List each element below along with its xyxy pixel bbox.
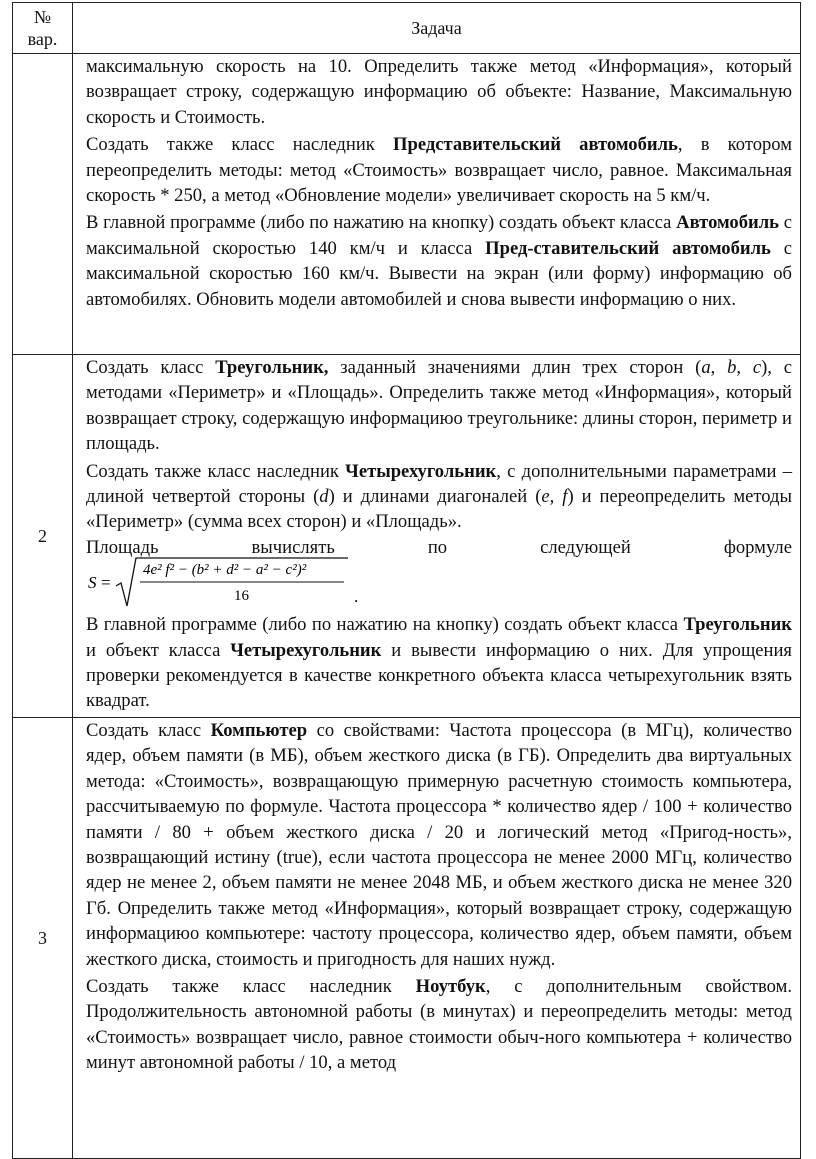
task-text: Создать также класс наследник: [86, 976, 416, 998]
formula-denominator: 16: [234, 588, 249, 605]
class-name: Треугольник: [683, 614, 792, 636]
task-text: с максимальной скоростью 140 км/ч и класса: [86, 212, 792, 259]
task-text: со свойствами: Частота процессора (в МГц), количество ядер, объем памяти (в МБ), объем жесткого диска (в ГБ). Определить два виртуальных метода: «Стоимость», возвращающую примерную расчетную стоимость компьютера, рассчитываемую по формуле. Частота процессора * количество ядер / 100 + количество памяти / 80 + объем жесткого диска / 20 и логический метод «Пригод-ность», возвращающий истину (true), если частота процессора не менее 2000 МГц, количество ядер не менее 2, объем памяти не менее 2048 МБ, и объем жесткого диска не менее 320 Гб. Определить также метод «Информация», который возвращает строку, содержащую информациюо компьютере: частоту процессора, количество ядер, объем памяти, объем жесткого диска, стоимость и пригодность для наших нужд.: [86, 720, 792, 970]
task-text: ) и переопределить методы «Периметр» (сумма всех сторон) и «Площадь».: [86, 486, 792, 533]
task-cell: [73, 355, 801, 718]
task-text: ,: [549, 486, 563, 508]
task-cell: [73, 54, 801, 355]
variant-number-cell: [13, 54, 73, 355]
task-text: и объект класса: [86, 639, 231, 661]
task-paragraph: [86, 612, 792, 714]
class-name: Ноутбук: [415, 976, 486, 998]
formula-numerator: 4e² f² − (b² + d² − a² − c²)²: [143, 562, 307, 579]
class-name: Компьютер: [210, 720, 308, 741]
table-row: [13, 718, 801, 1159]
variable: f: [562, 486, 568, 508]
formula-lhs: S: [88, 573, 97, 593]
variable: e: [541, 486, 550, 508]
variable: a: [701, 357, 711, 378]
variable: c: [752, 357, 762, 378]
header-var-label: вар.: [27, 29, 58, 49]
variants-table: [12, 2, 801, 1159]
class-name: Треугольник,: [215, 357, 329, 378]
variable: d: [319, 486, 329, 508]
task-paragraph: [86, 974, 792, 1076]
task-text: с максимальной скоростью 160 км/ч. Вывести на экран (или форму) информацию об автомобилях. Обновить модели автомобилей и снова вывести информацию о них.: [86, 237, 792, 310]
class-name: Четырехугольник: [230, 639, 382, 661]
task-paragraph: [86, 210, 792, 312]
class-name: Автомобиль: [676, 212, 779, 234]
task-text: максимальную скорость на 10. Определить также метод «Информация», который возвращает строку, содержащую информацию об объекте: Название, Максимальную скорость и Стоимость.: [86, 56, 792, 128]
task-paragraph: [86, 718, 792, 972]
variant-number-cell: [13, 718, 73, 1159]
header-task: [73, 3, 801, 54]
task-text: ), с методами «Периметр» и «Площадь». Определить также метод «Информация», который возвращает строку, содержащую информациюо треугольнике: длины сторон, периметр и площадь.: [86, 357, 793, 455]
task-text: Создать класс: [86, 720, 211, 741]
task-text: , с дополнительным свойством. Продолжительность автономной работы (в минутах) и переопределить методы: метод «Стоимость» возвращает число, равное стоимости обыч-ного компьютера + количество минут автономной работы / 10, а метод: [86, 976, 792, 1074]
task-text: формуле: [723, 536, 792, 558]
task-text: Создать также класс наследник: [86, 460, 346, 482]
task-text: ,: [736, 357, 753, 378]
task-text: Создать класс: [86, 357, 216, 378]
variant-number: 3: [38, 927, 47, 948]
task-text: , с дополнительными параметрами – длиной четвертой стороны (: [86, 460, 793, 508]
header-num-symbol: №: [33, 7, 52, 27]
variant-number-cell: [13, 355, 73, 718]
task-text: заданный значениями длин трех сторон (: [328, 357, 702, 378]
variant-number: 2: [38, 525, 47, 546]
formula-dot: .: [354, 587, 359, 607]
task-paragraph: [86, 355, 792, 457]
task-text: и вывести информацию о них. Для упрощения проверки рекомендуется в качестве конкретного объекта класса четырехугольник взять квадрат.: [86, 639, 792, 712]
task-text: вычислять: [251, 536, 335, 558]
task-text: В главной программе (либо по нажатию на кнопку) создать объект класса: [86, 212, 677, 234]
variable: b: [727, 357, 737, 378]
header-task-label: Задача: [411, 18, 462, 38]
task-text: , в котором переопределить методы: метод «Стоимость» возвращает число, равное. Максимальная скорость * 250, а метод «Обновление модели» увеличивает скорость на 5 км/ч.: [86, 134, 792, 207]
table-row: [13, 355, 801, 718]
task-text: В главной программе (либо по нажатию на кнопку) создать объект класса: [86, 614, 684, 636]
table-header-row: [13, 3, 801, 54]
table-row: [13, 54, 801, 355]
task-text: следующей: [540, 536, 631, 558]
formula-graphic: [86, 554, 386, 614]
class-name: Представительский автомобиль: [393, 134, 678, 156]
task-text: по: [427, 536, 448, 558]
task-paragraph: [86, 459, 792, 535]
task-text: ) и длинами диагоналей (: [328, 486, 542, 508]
formula-equals: =: [101, 573, 111, 593]
task-paragraph: [86, 132, 792, 208]
area-formula: [86, 560, 792, 612]
task-text: Площадь: [86, 536, 159, 558]
task-cell: [73, 718, 801, 1159]
header-variant-number: [13, 3, 73, 54]
task-text: Создать также класс наследник: [86, 134, 394, 156]
task-text: ,: [710, 357, 728, 378]
class-name: Пред-ставительский автомобиль: [485, 237, 771, 259]
class-name: Четырехугольник: [345, 460, 497, 482]
task-paragraph: [86, 54, 792, 130]
